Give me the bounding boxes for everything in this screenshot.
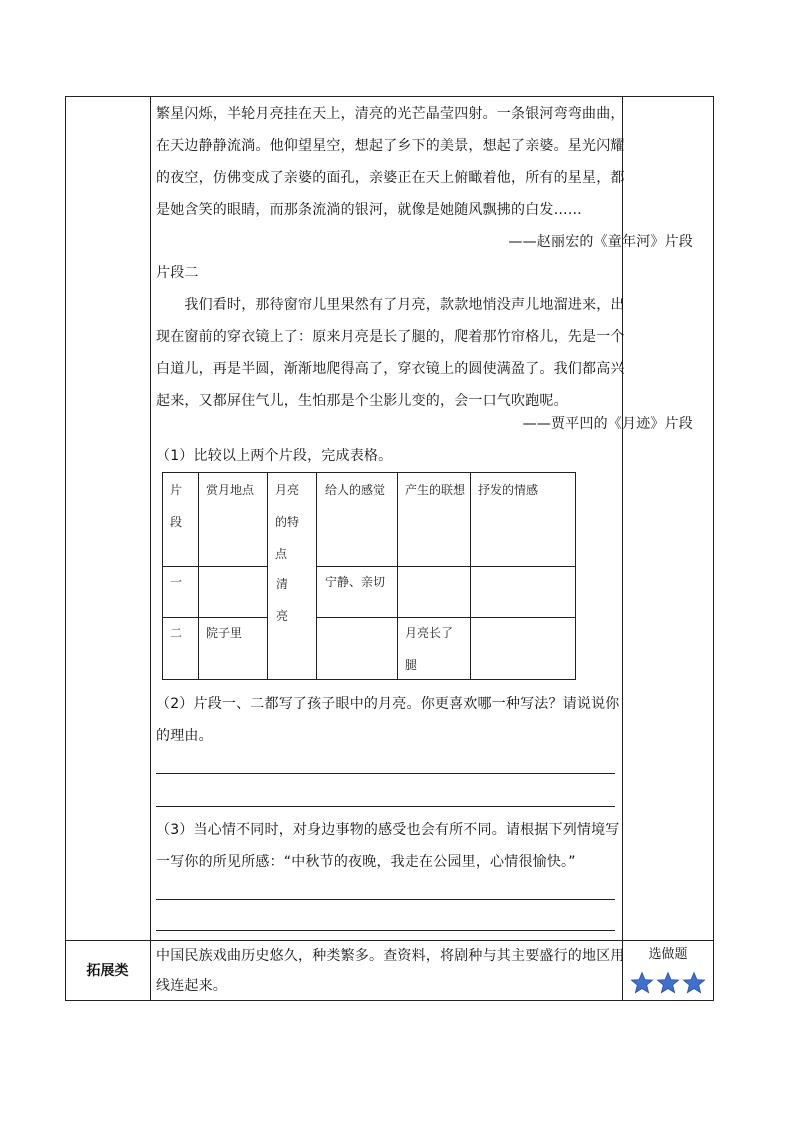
header-association: 产生的联想 xyxy=(405,483,466,497)
passage1-line: 繁星闪烁，半轮月亮挂在天上，清亮的光芒晶莹四射。一条银河弯弯曲曲， xyxy=(156,106,625,122)
passage1-source: ——赵丽宏的《童年河》片段 xyxy=(508,234,693,250)
row-feature: 清亮 xyxy=(276,577,289,623)
passage1-line: 在天边静静流淌。他仰望星空，想起了乡下的美景，想起了亲婆。星光闪耀 xyxy=(156,138,625,154)
expansion-text-line: 中国民族戏曲历史悠久，种类繁多。查资料，将剧种与其主要盛行的地区用 xyxy=(156,948,625,964)
expansion-label: 拓展类 xyxy=(86,963,129,979)
column-divider-left xyxy=(150,96,151,1001)
passage2-source: ——贾平凹的《月迹》片段 xyxy=(522,416,693,432)
row2-place: 院子里 xyxy=(206,626,243,640)
optional-tag: 选做题 xyxy=(648,947,688,962)
row1-feeling: 宁静、亲切 xyxy=(325,575,386,589)
star-rating xyxy=(622,971,714,995)
answer-line[interactable] xyxy=(156,806,615,807)
header-feature: 月亮的特点 xyxy=(275,483,300,561)
expansion-text-line: 线连起来。 xyxy=(156,978,227,994)
header-feeling: 给人的感觉 xyxy=(325,483,386,497)
question-2-line: 的理由。 xyxy=(156,728,213,744)
header-emotion: 抒发的情感 xyxy=(478,483,539,497)
row2-association: 月亮长了腿 xyxy=(405,626,454,672)
answer-line[interactable] xyxy=(156,899,615,900)
question-3-line: （3）当心情不同时，对身边事物的感受也会有所不同。请根据下列情境写 xyxy=(156,822,620,838)
table-col-line xyxy=(316,472,317,680)
passage2-line: 现在窗前的穿衣镜上了：原来月亮是长了腿的，爬着那竹帘格儿，先是一个 xyxy=(156,329,625,345)
header-place: 赏月地点 xyxy=(206,483,255,497)
passage2-heading: 片段二 xyxy=(156,265,199,281)
answer-line[interactable] xyxy=(156,930,615,931)
row1-segment: 一 xyxy=(170,575,183,589)
star-icon xyxy=(682,971,706,995)
table-col-line xyxy=(267,472,268,680)
passage1-line: 是她含笑的眼睛，而那条流淌的银河，就像是她随风飘拂的白发…… xyxy=(156,202,582,218)
table-col-line xyxy=(397,472,398,680)
passage2-line: 白道儿，再是半圆，渐渐地爬得高了，穿衣镜上的圆使满盈了。我们都高兴 xyxy=(156,361,625,377)
passage2-line: 起来，又都屏住气儿，生怕那是个尘影儿变的，会一口气吹跑呢。 xyxy=(156,393,568,409)
row2-segment: 二 xyxy=(170,626,183,640)
star-icon xyxy=(656,971,680,995)
table-col-line xyxy=(198,472,199,680)
star-icon xyxy=(630,971,654,995)
optional-tag-area xyxy=(622,942,714,995)
passage2-line: 我们看时，那待窗帘儿里果然有了月亮，款款地悄没声儿地溜进来，出 xyxy=(156,297,625,313)
answer-line[interactable] xyxy=(156,773,615,774)
table-col-line xyxy=(470,472,471,680)
passage1-line: 的夜空，仿佛变成了亲婆的面孔，亲婆正在天上俯瞰着他，所有的星星，都 xyxy=(156,170,625,186)
header-segment: 片段 xyxy=(170,483,183,529)
question-2-line: （2）片段一、二都写了孩子眼中的月亮。你更喜欢哪一种写法？请说说你 xyxy=(156,696,620,712)
question-3-line: 一写你的所见所感：“中秋节的夜晚，我走在公园里，心情很愉快。” xyxy=(156,854,576,870)
question-1: （1）比较以上两个片段，完成表格。 xyxy=(156,448,393,464)
